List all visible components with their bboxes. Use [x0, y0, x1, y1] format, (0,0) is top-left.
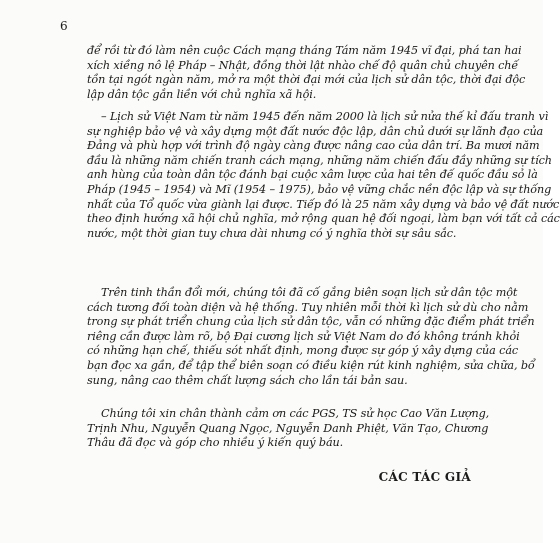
text-line: Thâu đã đọc và góp cho nhiều ý kiến quý báu. [87, 436, 344, 450]
text-line: Trên tinh thần đổi mới, chúng tôi đã cố gắng biên soạn lịch sử dân tộc một [101, 286, 518, 299]
text-line: nhất của Tổ quốc vừa giành lại được. Tiếp đó là 25 năm xây dựng và bảo vệ đất nước [87, 197, 560, 211]
text-line: để rồi từ đó làm nên cuộc Cách mạng tháng Tám năm 1945 vĩ đại, phá tan hai [87, 44, 522, 57]
text-line: trong sự phát triển chung của lịch sử dân tộc, vẫn có những đặc điểm phát triển [87, 315, 535, 329]
author-signature: CÁC TÁC GIẢ [378, 470, 471, 484]
text-line: nước, một thời gian tuy chưa dài nhưng có ý nghĩa thời sự sâu sắc. [87, 226, 457, 240]
text-line: sự nghiệp bảo vệ và xây dựng một đất nước độc lập, dân chủ dưới sự lãnh đạo của [87, 124, 544, 138]
text-line: Đảng và phù hợp với trình độ ngày càng được nâng cao của dân trí. Ba mươi năm [87, 139, 540, 153]
text-line: lập dân tộc gắn liền với chủ nghĩa xã hội. [87, 87, 317, 101]
text-line: đầu là những năm chiến tranh cách mạng, những năm chiến đấu đầy những sự tích [87, 153, 552, 167]
text-line: anh hùng của toàn dân tộc đánh bại cuộc xâm lược của hai tên đế quốc đầu sỏ là [87, 168, 538, 182]
paragraph-4 [87, 407, 490, 451]
text-line: Chúng tôi xin chân thành cảm ơn các PGS, TS sử học Cao Văn Lượng, [101, 407, 490, 420]
text-line: – Lịch sử Việt Nam từ năm 1945 đến năm 2000 là lịch sử nửa thế kỉ đấu tranh vì [101, 110, 549, 123]
text-line: Pháp (1945 – 1954) và Mĩ (1954 – 1975), bảo vệ vững chắc nền độc lập và sự thống [87, 182, 552, 196]
text-line: bạn đọc xa gần, để tập thể biên soạn có điều kiện rút kinh nghiệm, sửa chữa, bổ [87, 358, 535, 372]
paragraph-2 [87, 110, 560, 241]
text-line: Trịnh Nhu, Nguyễn Quang Ngọc, Nguyễn Danh Phiệt, Văn Tạo, Chương [87, 421, 489, 435]
paragraph-3 [87, 286, 535, 388]
page-number: 6 [60, 19, 68, 33]
text-line: theo định hướng xã hội chủ nghĩa, mở rộng quan hệ đối ngoại, làm bạn với tất cả các [87, 212, 560, 226]
paragraph-1 [87, 44, 526, 102]
text-line: có những hạn chế, thiếu sót nhất định, mong được sự góp ý xây dựng của các [87, 344, 519, 358]
text-line: sung, nâng cao thêm chất lượng sách cho lần tái bản sau. [87, 373, 408, 387]
text-line: riêng cần được làm rõ, bộ Đại cương lịch sử Việt Nam do đó không tránh khỏi [87, 329, 520, 343]
text-line: xích xiềng nô lệ Pháp – Nhật, đồng thời lật nhào chế độ quân chủ chuyên chế [87, 58, 519, 72]
text-line: tồn tại ngót ngàn năm, mở ra một thời đại mới của lịch sử dân tộc, thời đại độc [87, 73, 526, 87]
text-line: cách tương đối toàn diện và hệ thống. Tuy nhiên mỗi thời kì lịch sử dù cho nằm [87, 300, 529, 314]
